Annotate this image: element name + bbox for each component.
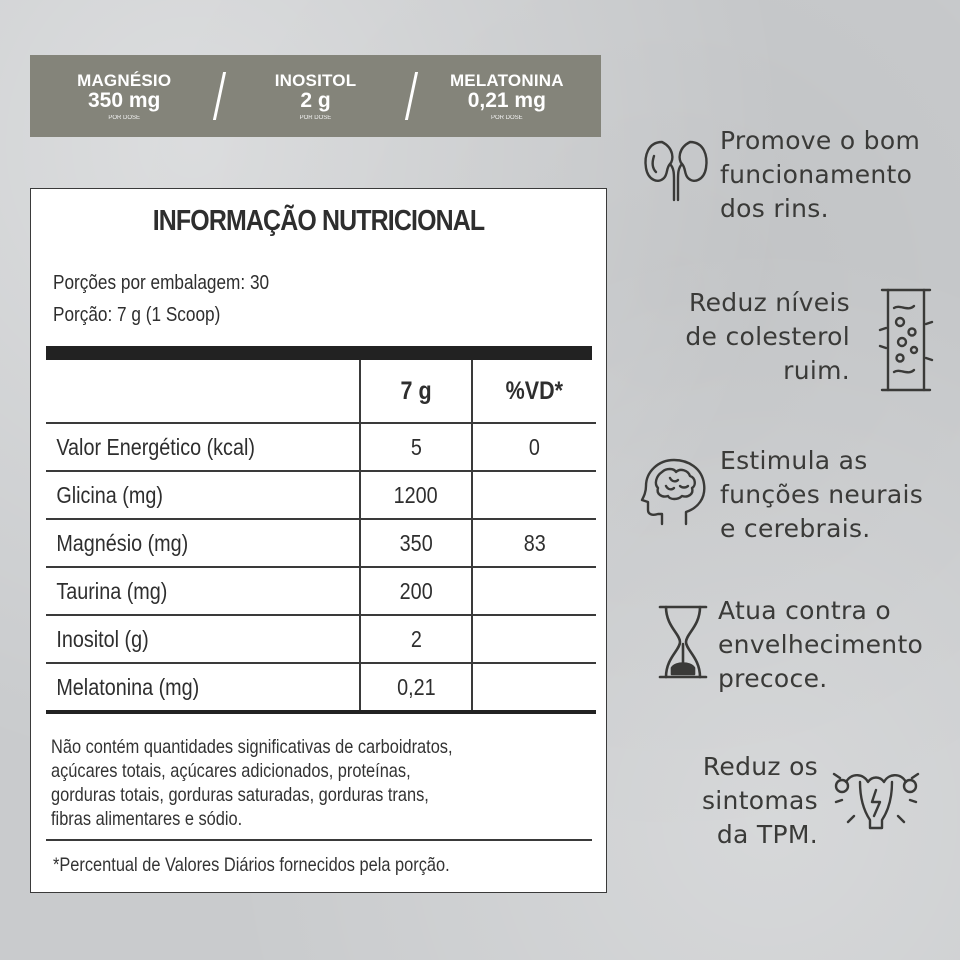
row-label: Taurina (mg) <box>56 577 168 604</box>
uterus-icon <box>832 762 920 834</box>
benefit-line: funções neurais <box>720 480 924 509</box>
table-row <box>46 423 596 471</box>
table-row <box>46 519 596 567</box>
dose-name: MELATONINA <box>449 70 564 90</box>
dose-value: 0,21 mg <box>467 88 546 112</box>
row-amount: 350 <box>399 529 433 556</box>
benefit-line: Estimula as <box>720 446 868 475</box>
benefit-kidneys <box>720 124 920 226</box>
hourglass-icon <box>656 604 710 680</box>
benefit-line: dos rins. <box>720 194 829 223</box>
table-row <box>46 615 596 663</box>
dose-value: 2 g <box>300 88 331 112</box>
row-amount: 1200 <box>393 481 438 508</box>
panel-title: INFORMAÇÃO NUTRICIONAL <box>152 205 485 237</box>
header-cell-empty <box>46 360 360 423</box>
table-row <box>46 567 596 615</box>
header-cell-dv: %VD* <box>472 360 596 423</box>
thick-divider <box>46 346 592 360</box>
dv-footnote: *Percentual de Valores Diários fornecidos pela porção. <box>53 854 450 876</box>
serving-size: Porção: 7 g (1 Scoop) <box>53 304 221 326</box>
note-line: fibras alimentares e sódio. <box>51 808 243 830</box>
nutrition-table <box>46 360 596 714</box>
benefit-line: sintomas <box>701 786 818 815</box>
dosage-banner <box>30 55 601 137</box>
benefit-line: de colesterol <box>685 322 850 351</box>
row-label: Magnésio (mg) <box>56 529 189 556</box>
row-dv: 83 <box>523 529 546 556</box>
blood-vessel-icon <box>878 288 934 392</box>
row-amount: 5 <box>410 433 422 460</box>
benefit-line: envelhecimento <box>718 630 924 659</box>
dose-name: INOSITOL <box>274 70 357 90</box>
dose-melatonina <box>413 72 601 121</box>
benefit-line: Reduz os <box>702 752 818 781</box>
benefit-line: ruim. <box>783 356 850 385</box>
row-label: Inositol (g) <box>56 625 149 652</box>
note-line: Não contém quantidades significativas de carboidratos, <box>51 736 453 758</box>
dose-sub: POR DOSE <box>299 114 332 121</box>
row-label: Glicina (mg) <box>56 481 163 508</box>
note-line: gorduras totais, gorduras saturadas, gorduras trans, <box>51 784 429 806</box>
benefit-line: funcionamento <box>720 160 913 189</box>
row-amount: 0,21 <box>396 673 436 700</box>
benefit-tpm <box>702 750 818 852</box>
kidneys-icon <box>640 134 712 206</box>
brain-head-icon <box>640 456 712 528</box>
benefit-line: precoce. <box>718 664 828 693</box>
dose-sub: POR DOSE <box>490 114 523 121</box>
note-divider <box>46 839 592 841</box>
benefit-brain <box>720 444 923 546</box>
table-row <box>46 663 596 712</box>
servings-per-package: Porções por embalagem: 30 <box>53 272 270 294</box>
header-cell-amount: 7 g <box>360 360 472 423</box>
benefit-line: e cerebrais. <box>720 514 871 543</box>
row-amount: 200 <box>399 577 433 604</box>
dose-name: MAGNÉSIO <box>77 70 172 90</box>
dose-inositol <box>221 72 409 121</box>
nutrition-facts-panel <box>30 188 607 893</box>
not-significant-note <box>51 735 555 831</box>
row-amount: 2 <box>410 625 422 652</box>
table-row <box>46 471 596 519</box>
row-label: Melatonina (mg) <box>56 673 200 700</box>
row-label: Valor Energético (kcal) <box>56 433 255 460</box>
benefit-line: Promove o bom <box>720 126 921 155</box>
note-line: açúcares totais, açúcares adicionados, proteínas, <box>51 760 411 782</box>
benefit-line: Reduz níveis <box>689 288 850 317</box>
benefit-cholesterol <box>685 286 850 388</box>
benefit-aging <box>718 594 923 696</box>
benefit-line: Atua contra o <box>718 596 892 625</box>
dose-magnesio <box>30 72 218 121</box>
table-header-row <box>46 360 596 423</box>
row-dv: 0 <box>528 433 540 460</box>
dose-value: 350 mg <box>87 88 161 112</box>
dose-sub: POR DOSE <box>108 114 140 121</box>
benefit-line: da TPM. <box>716 820 818 849</box>
